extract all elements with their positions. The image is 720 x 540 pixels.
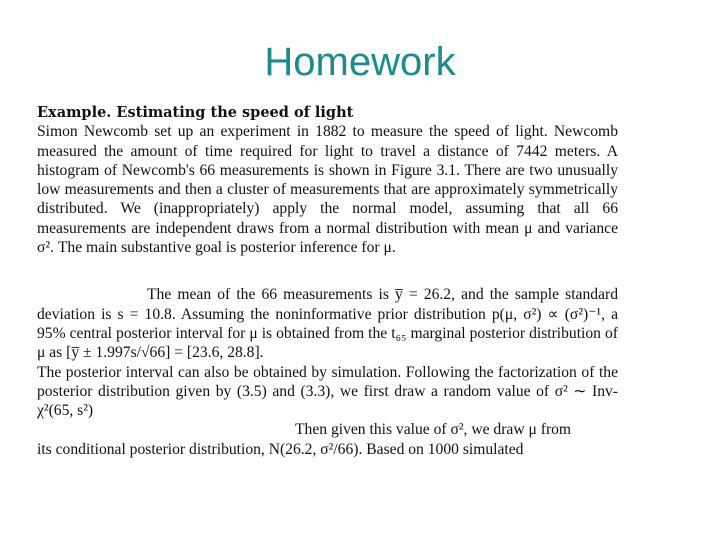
- paragraph-interval: The mean of the 66 measurements is y̅ = 26.2, and the sample standard deviation is s = 10.8. Assuming the noninformative prior distribution p(μ, σ²) ∝ (σ²)⁻¹, a 95% central posterior interval for μ is obtained from the t₆₅ marginal posterior distribution of μ as [y̅ ± 1.997s/√66] = [23.6, 28.8].: [37, 286, 618, 362]
- paragraph-intro: Simon Newcomb set up an experiment in 1882 to measure the speed of light. Newcomb measured the amount of time required for light to travel a distance of 7442 meters. A histogram of Newcomb's 66 measurements is shown in Figure 3.1. There are two unusually low measurements and then a cluster of measurements that are approximately symmetrically distributed. We (inappropriately) apply the normal model, assuming that all 66 measurements are independent draws from a normal distribution with mean μ and variance σ². The main substantive goal is posterior inference for μ.: [37, 123, 618, 257]
- example-heading: Example. Estimating the speed of light: [37, 104, 354, 121]
- paragraph-simulation: The posterior interval can also be obtained by simulation. Following the factorization of the posterior distribution given by (3.5) and (3.3), we first draw a random value of σ² ∼ Inv-χ²(65, s²): [37, 363, 618, 420]
- paragraph-draw-mu: Then given this value of σ², we draw μ from: [295, 421, 572, 439]
- slide-title: Homework: [264, 40, 456, 84]
- paragraph-conditional: its conditional posterior distribution, N(26.2, σ²/66). Based on 1000 simulated: [37, 440, 524, 458]
- textbook-excerpt: [37, 103, 618, 459]
